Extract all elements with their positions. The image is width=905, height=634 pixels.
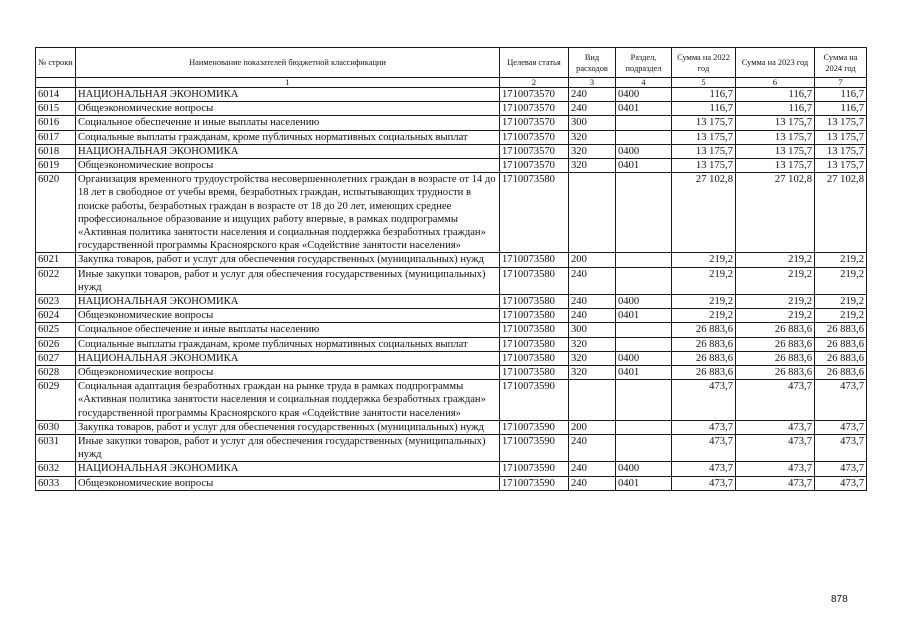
column-number: 1 [76, 78, 500, 88]
target-article-cell: 1710073570 [500, 159, 569, 173]
header-target-article: Целевая статья [500, 48, 569, 78]
target-article-cell: 1710073590 [500, 435, 569, 462]
table-row [36, 253, 867, 267]
row-number-cell: 6020 [36, 173, 76, 253]
row-number-cell: 6019 [36, 159, 76, 173]
table-body [36, 88, 867, 491]
sum-2022-cell: 219,2 [672, 267, 736, 294]
target-article-cell: 1710073580 [500, 267, 569, 294]
section-cell [616, 337, 672, 351]
sum-2024-cell: 473,7 [815, 462, 867, 476]
indicator-name-cell: Социальное обеспечение и иные выплаты населению [76, 116, 500, 130]
indicator-name-cell: Общеэкономические вопросы [76, 102, 500, 116]
section-cell [616, 253, 672, 267]
sum-2023-cell: 473,7 [736, 420, 815, 434]
sum-2023-cell: 26 883,6 [736, 323, 815, 337]
expense-type-cell: 240 [569, 295, 616, 309]
sum-2023-cell: 13 175,7 [736, 159, 815, 173]
indicator-name-cell: НАЦИОНАЛЬНАЯ ЭКОНОМИКА [76, 462, 500, 476]
indicator-name-cell: Иные закупки товаров, работ и услуг для обеспечения государственных (муниципальных) нужд [76, 435, 500, 462]
table-row [36, 476, 867, 490]
column-number: 5 [672, 78, 736, 88]
table-row [36, 380, 867, 421]
sum-2023-cell: 13 175,7 [736, 144, 815, 158]
indicator-name-cell: НАЦИОНАЛЬНАЯ ЭКОНОМИКА [76, 88, 500, 102]
header-sum-2024: Сумма на 2024 год [815, 48, 867, 78]
column-number: 7 [815, 78, 867, 88]
sum-2022-cell: 27 102,8 [672, 173, 736, 253]
sum-2022-cell: 473,7 [672, 420, 736, 434]
sum-2024-cell: 116,7 [815, 102, 867, 116]
row-number-cell: 6026 [36, 337, 76, 351]
target-article-cell: 1710073590 [500, 380, 569, 421]
expense-type-cell: 300 [569, 116, 616, 130]
header-indicator-name: Наименование показателей бюджетной классификации [76, 48, 500, 78]
section-cell: 0401 [616, 476, 672, 490]
header-row [36, 48, 867, 78]
row-number-cell: 6032 [36, 462, 76, 476]
target-article-cell: 1710073590 [500, 462, 569, 476]
sum-2022-cell: 219,2 [672, 309, 736, 323]
sum-2024-cell: 219,2 [815, 309, 867, 323]
row-number-cell: 6021 [36, 253, 76, 267]
sum-2024-cell: 13 175,7 [815, 159, 867, 173]
row-number-cell: 6014 [36, 88, 76, 102]
expense-type-cell: 320 [569, 159, 616, 173]
sum-2024-cell: 473,7 [815, 420, 867, 434]
row-number-cell: 6031 [36, 435, 76, 462]
sum-2023-cell: 473,7 [736, 380, 815, 421]
table-row [36, 102, 867, 116]
table-row [36, 366, 867, 380]
header-sum-2022: Сумма на 2022 год [672, 48, 736, 78]
sum-2022-cell: 116,7 [672, 102, 736, 116]
sum-2023-cell: 27 102,8 [736, 173, 815, 253]
sum-2022-cell: 219,2 [672, 253, 736, 267]
section-cell [616, 323, 672, 337]
section-cell [616, 267, 672, 294]
section-cell [616, 116, 672, 130]
sum-2023-cell: 473,7 [736, 435, 815, 462]
sum-2024-cell: 26 883,6 [815, 351, 867, 365]
target-article-cell: 1710073590 [500, 420, 569, 434]
section-cell: 0401 [616, 366, 672, 380]
expense-type-cell [569, 173, 616, 253]
target-article-cell: 1710073580 [500, 366, 569, 380]
sum-2022-cell: 26 883,6 [672, 366, 736, 380]
expense-type-cell: 320 [569, 351, 616, 365]
table-header [36, 48, 867, 88]
column-number: 2 [500, 78, 569, 88]
sum-2023-cell: 473,7 [736, 462, 815, 476]
sum-2024-cell: 473,7 [815, 476, 867, 490]
row-number-cell: 6018 [36, 144, 76, 158]
sum-2022-cell: 473,7 [672, 462, 736, 476]
sum-2023-cell: 13 175,7 [736, 116, 815, 130]
table-row [36, 130, 867, 144]
sum-2022-cell: 26 883,6 [672, 351, 736, 365]
indicator-name-cell: Общеэкономические вопросы [76, 309, 500, 323]
target-article-cell: 1710073580 [500, 295, 569, 309]
table-row [36, 173, 867, 253]
row-number-cell: 6016 [36, 116, 76, 130]
target-article-cell: 1710073570 [500, 102, 569, 116]
indicator-name-cell: Закупка товаров, работ и услуг для обеспечения государственных (муниципальных) нужд [76, 420, 500, 434]
target-article-cell: 1710073580 [500, 309, 569, 323]
target-article-cell: 1710073580 [500, 323, 569, 337]
row-number-cell: 6029 [36, 380, 76, 421]
section-cell: 0400 [616, 462, 672, 476]
indicator-name-cell: НАЦИОНАЛЬНАЯ ЭКОНОМИКА [76, 144, 500, 158]
sum-2024-cell: 13 175,7 [815, 116, 867, 130]
sum-2024-cell: 26 883,6 [815, 337, 867, 351]
row-number-cell: 6017 [36, 130, 76, 144]
sum-2022-cell: 473,7 [672, 435, 736, 462]
table-row [36, 267, 867, 294]
sum-2024-cell: 219,2 [815, 267, 867, 294]
sum-2022-cell: 13 175,7 [672, 130, 736, 144]
target-article-cell: 1710073570 [500, 116, 569, 130]
indicator-name-cell: Общеэкономические вопросы [76, 476, 500, 490]
sum-2022-cell: 26 883,6 [672, 323, 736, 337]
column-number: 6 [736, 78, 815, 88]
sum-2024-cell: 27 102,8 [815, 173, 867, 253]
expense-type-cell: 300 [569, 323, 616, 337]
sum-2024-cell: 116,7 [815, 88, 867, 102]
table-row [36, 88, 867, 102]
sum-2022-cell: 473,7 [672, 380, 736, 421]
sum-2023-cell: 219,2 [736, 295, 815, 309]
sum-2022-cell: 13 175,7 [672, 116, 736, 130]
table-row [36, 116, 867, 130]
budget-table [35, 47, 867, 491]
table-row [36, 159, 867, 173]
row-number-cell: 6015 [36, 102, 76, 116]
target-article-cell: 1710073580 [500, 337, 569, 351]
section-cell: 0400 [616, 351, 672, 365]
header-expense-type: Вид расходов [569, 48, 616, 78]
header-section: Раздел, подраздел [616, 48, 672, 78]
sum-2023-cell: 26 883,6 [736, 366, 815, 380]
sum-2023-cell: 219,2 [736, 267, 815, 294]
table-row [36, 323, 867, 337]
section-cell: 0400 [616, 295, 672, 309]
table-row [36, 144, 867, 158]
sum-2022-cell: 26 883,6 [672, 337, 736, 351]
target-article-cell: 1710073580 [500, 351, 569, 365]
row-number-cell: 6024 [36, 309, 76, 323]
expense-type-cell: 200 [569, 420, 616, 434]
expense-type-cell: 240 [569, 309, 616, 323]
expense-type-cell: 320 [569, 337, 616, 351]
sum-2022-cell: 13 175,7 [672, 144, 736, 158]
expense-type-cell: 240 [569, 462, 616, 476]
sum-2024-cell: 473,7 [815, 435, 867, 462]
expense-type-cell: 320 [569, 144, 616, 158]
indicator-name-cell: Закупка товаров, работ и услуг для обеспечения государственных (муниципальных) нужд [76, 253, 500, 267]
table-row [36, 351, 867, 365]
indicator-name-cell: Иные закупки товаров, работ и услуг для обеспечения государственных (муниципальных) нужд [76, 267, 500, 294]
indicator-name-cell: НАЦИОНАЛЬНАЯ ЭКОНОМИКА [76, 351, 500, 365]
section-cell [616, 173, 672, 253]
expense-type-cell: 240 [569, 476, 616, 490]
target-article-cell: 1710073580 [500, 253, 569, 267]
sum-2024-cell: 13 175,7 [815, 144, 867, 158]
table-row [36, 337, 867, 351]
row-number-cell: 6025 [36, 323, 76, 337]
sum-2022-cell: 473,7 [672, 476, 736, 490]
sum-2024-cell: 26 883,6 [815, 323, 867, 337]
table-row [36, 462, 867, 476]
indicator-name-cell: НАЦИОНАЛЬНАЯ ЭКОНОМИКА [76, 295, 500, 309]
row-number-cell: 6022 [36, 267, 76, 294]
sum-2023-cell: 219,2 [736, 253, 815, 267]
sum-2022-cell: 116,7 [672, 88, 736, 102]
target-article-cell: 1710073570 [500, 130, 569, 144]
table-row [36, 420, 867, 434]
section-cell: 0400 [616, 88, 672, 102]
sum-2022-cell: 13 175,7 [672, 159, 736, 173]
table-row [36, 435, 867, 462]
sum-2023-cell: 13 175,7 [736, 130, 815, 144]
section-cell: 0400 [616, 144, 672, 158]
table-row [36, 295, 867, 309]
row-number-cell: 6028 [36, 366, 76, 380]
indicator-name-cell: Социальная адаптация безработных граждан на рынке труда в рамках подпрограммы «Активная политика занятости населения и социальная поддержка безработных граждан» государственной программы Красноярского края «Содействие занятости населения» [76, 380, 500, 421]
section-cell [616, 420, 672, 434]
header-sum-2023: Сумма на 2023 год [736, 48, 815, 78]
indicator-name-cell: Социальное обеспечение и иные выплаты населению [76, 323, 500, 337]
sum-2022-cell: 219,2 [672, 295, 736, 309]
target-article-cell: 1710073570 [500, 144, 569, 158]
expense-type-cell: 240 [569, 88, 616, 102]
target-article-cell: 1710073570 [500, 88, 569, 102]
expense-type-cell: 240 [569, 267, 616, 294]
sum-2023-cell: 26 883,6 [736, 351, 815, 365]
sum-2023-cell: 26 883,6 [736, 337, 815, 351]
column-number [36, 78, 76, 88]
indicator-name-cell: Общеэкономические вопросы [76, 159, 500, 173]
sum-2023-cell: 219,2 [736, 309, 815, 323]
section-cell [616, 130, 672, 144]
expense-type-cell [569, 380, 616, 421]
indicator-name-cell: Организация временного трудоустройства несовершеннолетних граждан в возрасте от 14 до 18 лет в свободное от учебы время, безработных граждан, испытывающих трудности в поиске работы, безработных граждан в возрасте от 18 до 20 лет, имеющих среднее профессиональное образование и ищущих работу впервые, в рамках подпрограммы «Активная политика занятости населения и социальная поддержка безработных граждан» государственной программы Красноярского края «Содействие занятости населения» [76, 173, 500, 253]
sum-2024-cell: 26 883,6 [815, 366, 867, 380]
table-row [36, 309, 867, 323]
section-cell [616, 435, 672, 462]
column-number: 4 [616, 78, 672, 88]
section-cell: 0401 [616, 309, 672, 323]
sum-2024-cell: 473,7 [815, 380, 867, 421]
row-number-cell: 6027 [36, 351, 76, 365]
sum-2024-cell: 13 175,7 [815, 130, 867, 144]
sum-2023-cell: 116,7 [736, 88, 815, 102]
section-cell: 0401 [616, 102, 672, 116]
expense-type-cell: 320 [569, 366, 616, 380]
sum-2024-cell: 219,2 [815, 253, 867, 267]
page-number: 878 [831, 594, 848, 605]
indicator-name-cell: Социальные выплаты гражданам, кроме публичных нормативных социальных выплат [76, 337, 500, 351]
section-cell: 0401 [616, 159, 672, 173]
sum-2023-cell: 116,7 [736, 102, 815, 116]
expense-type-cell: 240 [569, 102, 616, 116]
row-number-cell: 6030 [36, 420, 76, 434]
target-article-cell: 1710073590 [500, 476, 569, 490]
expense-type-cell: 200 [569, 253, 616, 267]
sum-2024-cell: 219,2 [815, 295, 867, 309]
header-row-number: № строки [36, 48, 76, 78]
sum-2023-cell: 473,7 [736, 476, 815, 490]
row-number-cell: 6033 [36, 476, 76, 490]
section-cell [616, 380, 672, 421]
row-number-cell: 6023 [36, 295, 76, 309]
target-article-cell: 1710073580 [500, 173, 569, 253]
expense-type-cell: 240 [569, 435, 616, 462]
expense-type-cell: 320 [569, 130, 616, 144]
column-number-row [36, 78, 867, 88]
column-number: 3 [569, 78, 616, 88]
indicator-name-cell: Общеэкономические вопросы [76, 366, 500, 380]
indicator-name-cell: Социальные выплаты гражданам, кроме публичных нормативных социальных выплат [76, 130, 500, 144]
